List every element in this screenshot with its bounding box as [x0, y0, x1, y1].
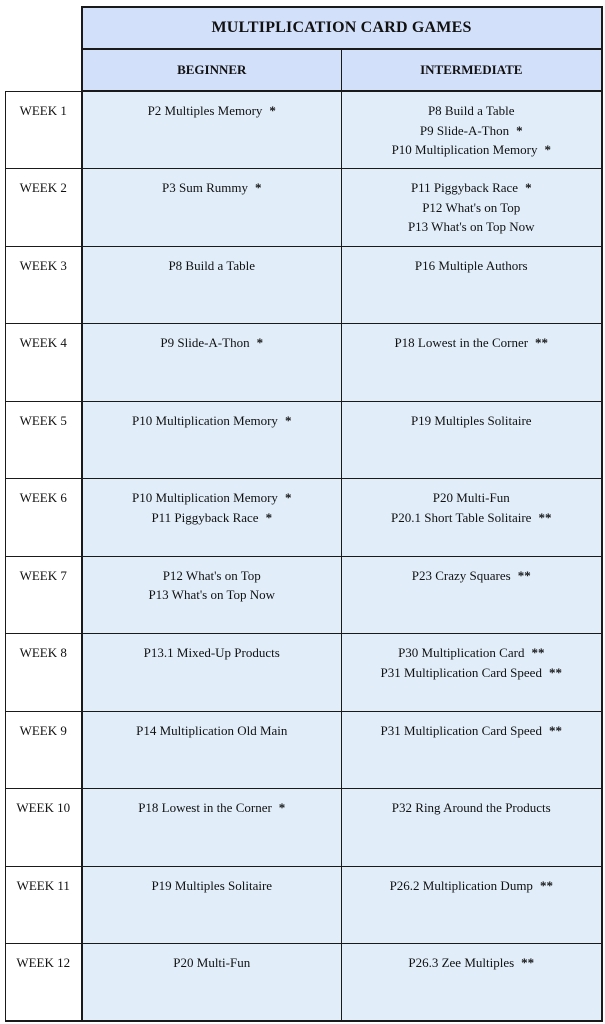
game-name: P13 What's on Top Now: [407, 219, 535, 234]
game-name: P9 Slide-A-Thon: [160, 335, 250, 350]
beginner-games-cell: [82, 324, 342, 402]
week-label: WEEK 3: [6, 246, 82, 324]
difficulty-star-mark: *: [284, 412, 292, 428]
difficulty-star-mark: **: [538, 509, 552, 525]
game-entry: [342, 217, 601, 237]
week-label: WEEK 12: [6, 944, 82, 1022]
corner-blank: [6, 7, 82, 49]
beginner-games-cell: [82, 634, 342, 712]
game-name: P8 Build a Table: [168, 257, 256, 273]
game-entry: [342, 178, 601, 198]
schedule-table: [5, 6, 603, 1022]
game-name: P30 Multiplication Card: [398, 645, 525, 660]
game-entry: [342, 566, 601, 586]
game-name: P26.2 Multiplication Dump: [389, 877, 533, 893]
game-name: P18 Lowest in the Corner: [138, 800, 272, 815]
week-label: WEEK 6: [6, 479, 82, 557]
game-entry: [83, 411, 342, 431]
intermediate-games-cell: [342, 634, 602, 712]
game-name: P23 Crazy Squares: [411, 567, 511, 583]
game-name: P13.1 Mixed-Up Products: [143, 645, 280, 660]
game-name: P8 Build a Table: [427, 103, 515, 118]
table-title: MULTIPLICATION CARD GAMES: [82, 7, 602, 49]
game-entry: [342, 101, 601, 121]
week-rows: [6, 91, 602, 1021]
game-entry: [83, 101, 342, 121]
game-entry: [342, 798, 601, 818]
game-name: P3 Sum Rummy: [162, 180, 248, 195]
game-entry: [83, 876, 342, 896]
game-entry: [342, 953, 601, 973]
table-row: [6, 246, 602, 324]
game-entry: [342, 333, 601, 353]
difficulty-star-mark: *: [516, 122, 523, 138]
difficulty-star-mark: **: [539, 877, 553, 893]
difficulty-star-mark: *: [254, 180, 262, 195]
game-entry: [83, 721, 342, 741]
game-entry: [342, 508, 601, 528]
table-row: [6, 324, 602, 402]
difficulty-star-mark: *: [525, 180, 532, 195]
game-name: P9 Slide-A-Thon: [419, 122, 510, 138]
table-row: [6, 789, 602, 867]
intermediate-games-cell: [342, 401, 602, 479]
beginner-games-cell: [82, 91, 342, 169]
game-entry: [83, 953, 342, 973]
table-row: [6, 479, 602, 557]
column-header-beginner: BEGINNER: [82, 49, 342, 91]
game-name: P10 Multiplication Memory: [132, 412, 278, 428]
difficulty-star-mark: **: [535, 335, 549, 350]
game-name: P2 Multiples Memory: [147, 103, 263, 118]
week-label: WEEK 2: [6, 169, 82, 247]
beginner-games-cell: [82, 711, 342, 789]
game-entry: [342, 876, 601, 896]
game-name: P32 Ring Around the Products: [391, 800, 551, 815]
game-entry: [83, 798, 342, 818]
beginner-games-cell: [82, 556, 342, 634]
table-row: [6, 866, 602, 944]
difficulty-star-mark: *: [544, 142, 551, 157]
game-entry: [83, 256, 342, 276]
week-label: WEEK 7: [6, 556, 82, 634]
difficulty-star-mark: *: [265, 509, 273, 525]
beginner-games-cell: [82, 789, 342, 867]
intermediate-games-cell: [342, 169, 602, 247]
game-entry: [342, 663, 601, 683]
game-name: P20.1 Short Table Solitaire: [391, 509, 532, 525]
game-name: P26.3 Zee Multiples: [408, 955, 515, 970]
beginner-games-cell: [82, 479, 342, 557]
intermediate-games-cell: [342, 789, 602, 867]
game-name: P13 What's on Top Now: [148, 587, 276, 602]
table-row: [6, 401, 602, 479]
intermediate-games-cell: [342, 479, 602, 557]
game-entry: [342, 198, 601, 218]
game-entry: [83, 643, 342, 663]
game-name: P14 Multiplication Old Main: [136, 722, 288, 738]
week-label: WEEK 4: [6, 324, 82, 402]
week-label: WEEK 5: [6, 401, 82, 479]
game-name: P31 Multiplication Card Speed: [380, 664, 542, 680]
game-name: P20 Multi-Fun: [173, 955, 251, 970]
difficulty-star-mark: **: [548, 722, 562, 738]
game-entry: [83, 488, 342, 508]
intermediate-games-cell: [342, 246, 602, 324]
difficulty-star-mark: *: [284, 490, 292, 505]
game-name: P10 Multiplication Memory: [391, 142, 538, 157]
game-name: P12 What's on Top: [422, 199, 521, 215]
table-row: [6, 169, 602, 247]
week-label: WEEK 8: [6, 634, 82, 712]
beginner-games-cell: [82, 866, 342, 944]
game-entry: [342, 140, 601, 160]
game-entry: [342, 121, 601, 141]
difficulty-star-mark: **: [521, 955, 535, 970]
week-label: WEEK 9: [6, 711, 82, 789]
game-name: P11 Piggyback Race: [151, 509, 259, 525]
game-name: P11 Piggyback Race: [410, 180, 519, 195]
difficulty-star-mark: **: [548, 664, 562, 680]
intermediate-games-cell: [342, 866, 602, 944]
game-name: P20 Multi-Fun: [432, 490, 510, 505]
intermediate-games-cell: [342, 91, 602, 169]
game-entry: [342, 721, 601, 741]
intermediate-games-cell: [342, 324, 602, 402]
week-label: WEEK 11: [6, 866, 82, 944]
game-name: P12 What's on Top: [162, 567, 261, 583]
game-name: P19 Multiples Solitaire: [151, 877, 273, 893]
game-entry: [83, 178, 342, 198]
table-row: [6, 91, 602, 169]
game-name: P31 Multiplication Card Speed: [380, 722, 542, 738]
difficulty-star-mark: *: [269, 103, 276, 118]
difficulty-star-mark: *: [256, 335, 264, 350]
intermediate-games-cell: [342, 556, 602, 634]
game-name: P19 Multiples Solitaire: [410, 412, 532, 428]
week-label: WEEK 10: [6, 789, 82, 867]
beginner-games-cell: [82, 944, 342, 1022]
game-entry: [342, 643, 601, 663]
beginner-games-cell: [82, 169, 342, 247]
game-name: P18 Lowest in the Corner: [394, 335, 529, 350]
game-entry: [342, 256, 601, 276]
table-row: [6, 711, 602, 789]
corner-blank: [6, 49, 82, 91]
game-entry: [342, 411, 601, 431]
difficulty-star-mark: *: [278, 800, 286, 815]
table-row: [6, 556, 602, 634]
game-entry: [83, 585, 342, 605]
game-name: P16 Multiple Authors: [414, 257, 528, 273]
game-name: P10 Multiplication Memory: [132, 490, 278, 505]
beginner-games-cell: [82, 401, 342, 479]
intermediate-games-cell: [342, 944, 602, 1022]
table-row: [6, 634, 602, 712]
difficulty-star-mark: **: [531, 645, 545, 660]
game-entry: [83, 508, 342, 528]
game-entry: [83, 333, 342, 353]
game-entry: [342, 488, 601, 508]
difficulty-star-mark: **: [517, 567, 531, 583]
column-header-intermediate: INTERMEDIATE: [342, 49, 602, 91]
game-entry: [83, 566, 342, 586]
beginner-games-cell: [82, 246, 342, 324]
table-row: [6, 944, 602, 1022]
intermediate-games-cell: [342, 711, 602, 789]
week-label: WEEK 1: [6, 91, 82, 169]
